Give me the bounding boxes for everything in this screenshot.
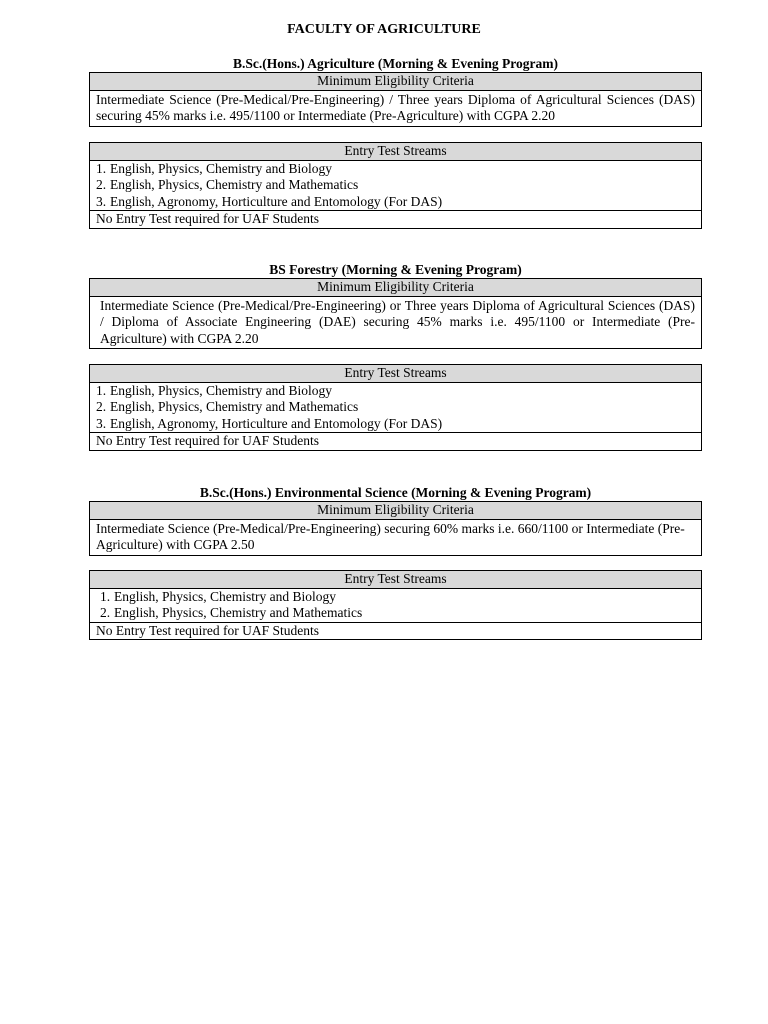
list-item: 2. English, Physics, Chemistry and Mathematics (100, 605, 363, 620)
streams-table-forestry (89, 364, 702, 451)
list-item: 2. English, Physics, Chemistry and Mathematics (96, 399, 359, 414)
program-title-forestry: BS Forestry (Morning & Evening Program) (269, 262, 522, 277)
list-item: 3. English, Agronomy, Horticulture and Entomology (For DAS) (96, 415, 443, 431)
list-item: 1. English, Physics, Chemistry and Biology (100, 588, 337, 604)
list-item: 1. English, Physics, Chemistry and Biology (96, 160, 333, 176)
streams-header: Entry Test Streams (90, 143, 702, 161)
eligibility-text: Intermediate Science (Pre-Medical/Pre-Engineering) securing 60% marks i.e. 660/1100 or Intermediate (Pre-Agriculture) with CGPA 2.50 (90, 519, 702, 555)
streams-list (90, 160, 702, 211)
list-item: 3. English, Agronomy, Horticulture and Entomology (For DAS) (96, 193, 443, 209)
program-title-environmental-science: B.Sc.(Hons.) Environmental Science (Morning & Evening Program) (199, 485, 592, 500)
eligibility-text: Intermediate Science (Pre-Medical/Pre-Engineering) / Three years Diploma of Agricultural Sciences (DAS) securing 45% marks i.e. 495/1100 or Intermediate (Pre-Agriculture) with CGPA 2.20 (90, 90, 702, 126)
streams-table-environmental-science (89, 570, 702, 640)
streams-header: Entry Test Streams (90, 365, 702, 383)
streams-table-agriculture (89, 142, 702, 229)
streams-list (90, 588, 702, 622)
eligibility-table-environmental-science (89, 501, 702, 556)
page-title: FACULTY OF AGRICULTURE (287, 22, 481, 37)
eligibility-table-agriculture (89, 72, 702, 127)
streams-list (90, 382, 702, 433)
streams-header: Entry Test Streams (90, 571, 702, 589)
eligibility-header: Minimum Eligibility Criteria (90, 502, 702, 520)
entry-test-note: No Entry Test required for UAF Students (90, 622, 702, 640)
eligibility-text: Intermediate Science (Pre-Medical/Pre-Engineering) or Three years Diploma of Agricultural Sciences (DAS) / Diploma of Associate Engineering (DAE) securing 45% marks i.e. 495/1100 or Intermediate (Pre-Agriculture) with CGPA 2.20 (90, 296, 702, 349)
list-item: 2. English, Physics, Chemistry and Mathematics (96, 177, 359, 192)
eligibility-table-forestry (89, 278, 702, 349)
eligibility-header: Minimum Eligibility Criteria (90, 279, 702, 297)
entry-test-note: No Entry Test required for UAF Students (90, 433, 702, 451)
list-item: 1. English, Physics, Chemistry and Biology (96, 382, 333, 398)
eligibility-header: Minimum Eligibility Criteria (90, 73, 702, 91)
program-title-agriculture: B.Sc.(Hons.) Agriculture (Morning & Evening Program) (233, 56, 558, 71)
entry-test-note: No Entry Test required for UAF Students (90, 211, 702, 229)
